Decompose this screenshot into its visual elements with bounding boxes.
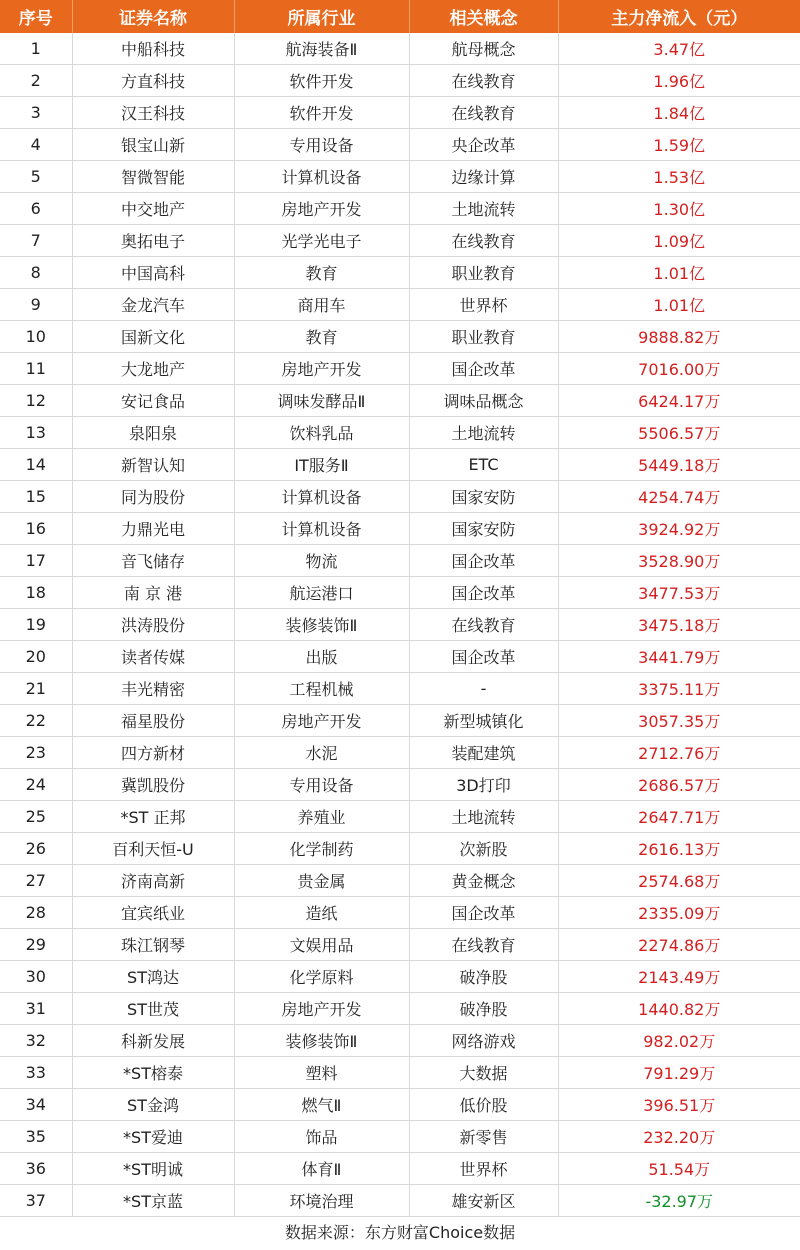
security-name-cell: 中交地产	[72, 193, 234, 225]
industry-cell: 教育	[234, 321, 409, 353]
concept-cell: 黄金概念	[409, 865, 558, 897]
industry-cell: 工程机械	[234, 673, 409, 705]
table-row	[0, 545, 800, 577]
table-row	[0, 385, 800, 417]
table-row	[0, 33, 800, 65]
concept-cell: 3D打印	[409, 769, 558, 801]
concept-cell: 次新股	[409, 833, 558, 865]
row-index-cell: 24	[0, 769, 72, 801]
concept-cell: 央企改革	[409, 129, 558, 161]
table-row	[0, 609, 800, 641]
industry-cell: 出版	[234, 641, 409, 673]
concept-cell: -	[409, 673, 558, 705]
concept-cell: 国企改革	[409, 897, 558, 929]
concept-cell: 国企改革	[409, 545, 558, 577]
concept-cell: 在线教育	[409, 609, 558, 641]
net-inflow-cell: 396.51万	[558, 1089, 800, 1121]
industry-cell: 调味发酵品Ⅱ	[234, 385, 409, 417]
table-row	[0, 1121, 800, 1153]
net-inflow-cell: 2143.49万	[558, 961, 800, 993]
industry-cell: 光学光电子	[234, 225, 409, 257]
net-inflow-cell: 1.01亿	[558, 257, 800, 289]
industry-cell: 饮料乳品	[234, 417, 409, 449]
industry-cell: 计算机设备	[234, 513, 409, 545]
industry-cell: 水泥	[234, 737, 409, 769]
security-name-cell: 四方新材	[72, 737, 234, 769]
security-name-cell: ST世茂	[72, 993, 234, 1025]
table-row	[0, 865, 800, 897]
industry-cell: 商用车	[234, 289, 409, 321]
industry-cell: 装修装饰Ⅱ	[234, 609, 409, 641]
concept-cell: 世界杯	[409, 1153, 558, 1185]
net-inflow-cell: 1.84亿	[558, 97, 800, 129]
row-index-cell: 9	[0, 289, 72, 321]
row-index-cell: 36	[0, 1153, 72, 1185]
row-index-cell: 21	[0, 673, 72, 705]
row-index-cell: 6	[0, 193, 72, 225]
industry-cell: 房地产开发	[234, 705, 409, 737]
industry-cell: 软件开发	[234, 65, 409, 97]
table-row	[0, 705, 800, 737]
concept-cell: 世界杯	[409, 289, 558, 321]
concept-cell: 边缘计算	[409, 161, 558, 193]
security-name-cell: *ST京蓝	[72, 1185, 234, 1217]
net-inflow-cell: 1.96亿	[558, 65, 800, 97]
net-inflow-cell: 1440.82万	[558, 993, 800, 1025]
table-row	[0, 449, 800, 481]
header-security-name: 证券名称	[72, 0, 234, 33]
table-row	[0, 1185, 800, 1217]
table-row	[0, 673, 800, 705]
security-name-cell: 方直科技	[72, 65, 234, 97]
concept-cell: 破净股	[409, 993, 558, 1025]
security-name-cell: 科新发展	[72, 1025, 234, 1057]
net-inflow-cell: 2647.71万	[558, 801, 800, 833]
concept-cell: 国企改革	[409, 353, 558, 385]
table-row	[0, 993, 800, 1025]
row-index-cell: 17	[0, 545, 72, 577]
industry-cell: 房地产开发	[234, 993, 409, 1025]
security-name-cell: 力鼎光电	[72, 513, 234, 545]
row-index-cell: 33	[0, 1057, 72, 1089]
table-row	[0, 961, 800, 993]
industry-cell: 计算机设备	[234, 481, 409, 513]
table-row	[0, 129, 800, 161]
table-row	[0, 193, 800, 225]
row-index-cell: 23	[0, 737, 72, 769]
concept-cell: 调味品概念	[409, 385, 558, 417]
concept-cell: 低价股	[409, 1089, 558, 1121]
table-row	[0, 289, 800, 321]
table-row	[0, 1025, 800, 1057]
concept-cell: 职业教育	[409, 321, 558, 353]
net-inflow-cell: 1.30亿	[558, 193, 800, 225]
header-net-inflow: 主力净流入（元）	[558, 0, 800, 33]
industry-cell: 造纸	[234, 897, 409, 929]
row-index-cell: 26	[0, 833, 72, 865]
industry-cell: 计算机设备	[234, 161, 409, 193]
table-row	[0, 353, 800, 385]
industry-cell: 体育Ⅱ	[234, 1153, 409, 1185]
concept-cell: 在线教育	[409, 225, 558, 257]
net-inflow-cell: 982.02万	[558, 1025, 800, 1057]
net-inflow-cell: 2712.76万	[558, 737, 800, 769]
table-row	[0, 641, 800, 673]
table-row	[0, 225, 800, 257]
industry-cell: 环境治理	[234, 1185, 409, 1217]
industry-cell: 塑料	[234, 1057, 409, 1089]
security-name-cell: 国新文化	[72, 321, 234, 353]
net-inflow-cell: 1.09亿	[558, 225, 800, 257]
net-inflow-cell: 1.59亿	[558, 129, 800, 161]
security-name-cell: *ST明诚	[72, 1153, 234, 1185]
industry-cell: 化学制药	[234, 833, 409, 865]
concept-cell: 国企改革	[409, 641, 558, 673]
net-inflow-cell: 51.54万	[558, 1153, 800, 1185]
concept-cell: 土地流转	[409, 801, 558, 833]
table-header-row	[0, 0, 800, 33]
table-row	[0, 737, 800, 769]
net-inflow-cell: 2335.09万	[558, 897, 800, 929]
table-row	[0, 513, 800, 545]
concept-cell: 国家安防	[409, 513, 558, 545]
table-row	[0, 897, 800, 929]
net-inflow-cell: 5506.57万	[558, 417, 800, 449]
net-inflow-cell: 5449.18万	[558, 449, 800, 481]
row-index-cell: 5	[0, 161, 72, 193]
security-name-cell: 宜宾纸业	[72, 897, 234, 929]
row-index-cell: 13	[0, 417, 72, 449]
security-name-cell: 福星股份	[72, 705, 234, 737]
net-inflow-cell: 1.53亿	[558, 161, 800, 193]
row-index-cell: 27	[0, 865, 72, 897]
concept-cell: 职业教育	[409, 257, 558, 289]
row-index-cell: 2	[0, 65, 72, 97]
concept-cell: ETC	[409, 449, 558, 481]
security-name-cell: ST鸿达	[72, 961, 234, 993]
industry-cell: 教育	[234, 257, 409, 289]
table-row	[0, 929, 800, 961]
row-index-cell: 8	[0, 257, 72, 289]
industry-cell: 软件开发	[234, 97, 409, 129]
row-index-cell: 25	[0, 801, 72, 833]
security-name-cell: 洪涛股份	[72, 609, 234, 641]
security-name-cell: ST金鸿	[72, 1089, 234, 1121]
concept-cell: 土地流转	[409, 193, 558, 225]
security-name-cell: 泉阳泉	[72, 417, 234, 449]
security-name-cell: 珠江钢琴	[72, 929, 234, 961]
net-inflow-cell: 2686.57万	[558, 769, 800, 801]
security-name-cell: *ST榕泰	[72, 1057, 234, 1089]
header-concept: 相关概念	[409, 0, 558, 33]
row-index-cell: 29	[0, 929, 72, 961]
table-row	[0, 417, 800, 449]
net-inflow-cell: 4254.74万	[558, 481, 800, 513]
table-row	[0, 161, 800, 193]
net-inflow-cell: 3477.53万	[558, 577, 800, 609]
security-name-cell: 中船科技	[72, 33, 234, 65]
row-index-cell: 3	[0, 97, 72, 129]
net-inflow-cell: 1.01亿	[558, 289, 800, 321]
row-index-cell: 12	[0, 385, 72, 417]
security-name-cell: 南 京 港	[72, 577, 234, 609]
row-index-cell: 18	[0, 577, 72, 609]
security-name-cell: *ST 正邦	[72, 801, 234, 833]
net-inflow-cell: 3528.90万	[558, 545, 800, 577]
industry-cell: 文娱用品	[234, 929, 409, 961]
row-index-cell: 4	[0, 129, 72, 161]
table-row	[0, 65, 800, 97]
security-name-cell: 安记食品	[72, 385, 234, 417]
row-index-cell: 1	[0, 33, 72, 65]
security-name-cell: 奥拓电子	[72, 225, 234, 257]
table-row	[0, 833, 800, 865]
row-index-cell: 34	[0, 1089, 72, 1121]
row-index-cell: 22	[0, 705, 72, 737]
concept-cell: 在线教育	[409, 65, 558, 97]
row-index-cell: 16	[0, 513, 72, 545]
net-inflow-cell: 9888.82万	[558, 321, 800, 353]
header-index: 序号	[0, 0, 72, 33]
row-index-cell: 32	[0, 1025, 72, 1057]
table-body	[0, 33, 800, 1217]
industry-cell: 航海装备Ⅱ	[234, 33, 409, 65]
net-inflow-cell: 3441.79万	[558, 641, 800, 673]
row-index-cell: 35	[0, 1121, 72, 1153]
net-inflow-cell: 3.47亿	[558, 33, 800, 65]
row-index-cell: 37	[0, 1185, 72, 1217]
security-name-cell: 汉王科技	[72, 97, 234, 129]
concept-cell: 土地流转	[409, 417, 558, 449]
industry-cell: 物流	[234, 545, 409, 577]
security-name-cell: 中国高科	[72, 257, 234, 289]
industry-cell: 专用设备	[234, 769, 409, 801]
concept-cell: 新型城镇化	[409, 705, 558, 737]
security-name-cell: *ST爱迪	[72, 1121, 234, 1153]
table-row	[0, 257, 800, 289]
concept-cell: 国家安防	[409, 481, 558, 513]
security-name-cell: 银宝山新	[72, 129, 234, 161]
net-inflow-cell: 3057.35万	[558, 705, 800, 737]
concept-cell: 破净股	[409, 961, 558, 993]
row-index-cell: 15	[0, 481, 72, 513]
table-row	[0, 577, 800, 609]
industry-cell: 房地产开发	[234, 193, 409, 225]
row-index-cell: 7	[0, 225, 72, 257]
table-row	[0, 769, 800, 801]
net-inflow-cell: 2616.13万	[558, 833, 800, 865]
row-index-cell: 19	[0, 609, 72, 641]
header-industry: 所属行业	[234, 0, 409, 33]
table-row	[0, 1057, 800, 1089]
table-row	[0, 801, 800, 833]
row-index-cell: 14	[0, 449, 72, 481]
net-inflow-cell: 3475.18万	[558, 609, 800, 641]
row-index-cell: 10	[0, 321, 72, 353]
concept-cell: 在线教育	[409, 97, 558, 129]
row-index-cell: 11	[0, 353, 72, 385]
concept-cell: 在线教育	[409, 929, 558, 961]
security-name-cell: 同为股份	[72, 481, 234, 513]
concept-cell: 雄安新区	[409, 1185, 558, 1217]
security-name-cell: 丰光精密	[72, 673, 234, 705]
table-row	[0, 1089, 800, 1121]
industry-cell: 养殖业	[234, 801, 409, 833]
concept-cell: 大数据	[409, 1057, 558, 1089]
security-name-cell: 智微智能	[72, 161, 234, 193]
table-row	[0, 481, 800, 513]
net-inflow-cell: 2574.68万	[558, 865, 800, 897]
net-inflow-cell: 3375.11万	[558, 673, 800, 705]
data-source-footer: 数据来源：东方财富Choice数据	[284, 1223, 516, 1242]
industry-cell: 化学原料	[234, 961, 409, 993]
table-row	[0, 321, 800, 353]
net-inflow-cell: 7016.00万	[558, 353, 800, 385]
industry-cell: 贵金属	[234, 865, 409, 897]
row-index-cell: 20	[0, 641, 72, 673]
net-inflow-cell: 791.29万	[558, 1057, 800, 1089]
concept-cell: 新零售	[409, 1121, 558, 1153]
security-name-cell: 音飞储存	[72, 545, 234, 577]
industry-cell: 专用设备	[234, 129, 409, 161]
table-row	[0, 97, 800, 129]
row-index-cell: 28	[0, 897, 72, 929]
net-inflow-cell: 2274.86万	[558, 929, 800, 961]
industry-cell: IT服务Ⅱ	[234, 449, 409, 481]
table-row	[0, 1153, 800, 1185]
net-inflow-cell: 232.20万	[558, 1121, 800, 1153]
net-inflow-cell: -32.97万	[558, 1185, 800, 1217]
industry-cell: 装修装饰Ⅱ	[234, 1025, 409, 1057]
net-inflow-cell: 6424.17万	[558, 385, 800, 417]
concept-cell: 航母概念	[409, 33, 558, 65]
security-name-cell: 读者传媒	[72, 641, 234, 673]
security-name-cell: 百利天恒-U	[72, 833, 234, 865]
security-name-cell: 冀凯股份	[72, 769, 234, 801]
net-inflow-cell: 3924.92万	[558, 513, 800, 545]
concept-cell: 装配建筑	[409, 737, 558, 769]
industry-cell: 燃气Ⅱ	[234, 1089, 409, 1121]
security-name-cell: 大龙地产	[72, 353, 234, 385]
industry-cell: 房地产开发	[234, 353, 409, 385]
concept-cell: 网络游戏	[409, 1025, 558, 1057]
concept-cell: 国企改革	[409, 577, 558, 609]
security-name-cell: 新智认知	[72, 449, 234, 481]
industry-cell: 饰品	[234, 1121, 409, 1153]
industry-cell: 航运港口	[234, 577, 409, 609]
security-name-cell: 金龙汽车	[72, 289, 234, 321]
security-name-cell: 济南高新	[72, 865, 234, 897]
row-index-cell: 31	[0, 993, 72, 1025]
row-index-cell: 30	[0, 961, 72, 993]
